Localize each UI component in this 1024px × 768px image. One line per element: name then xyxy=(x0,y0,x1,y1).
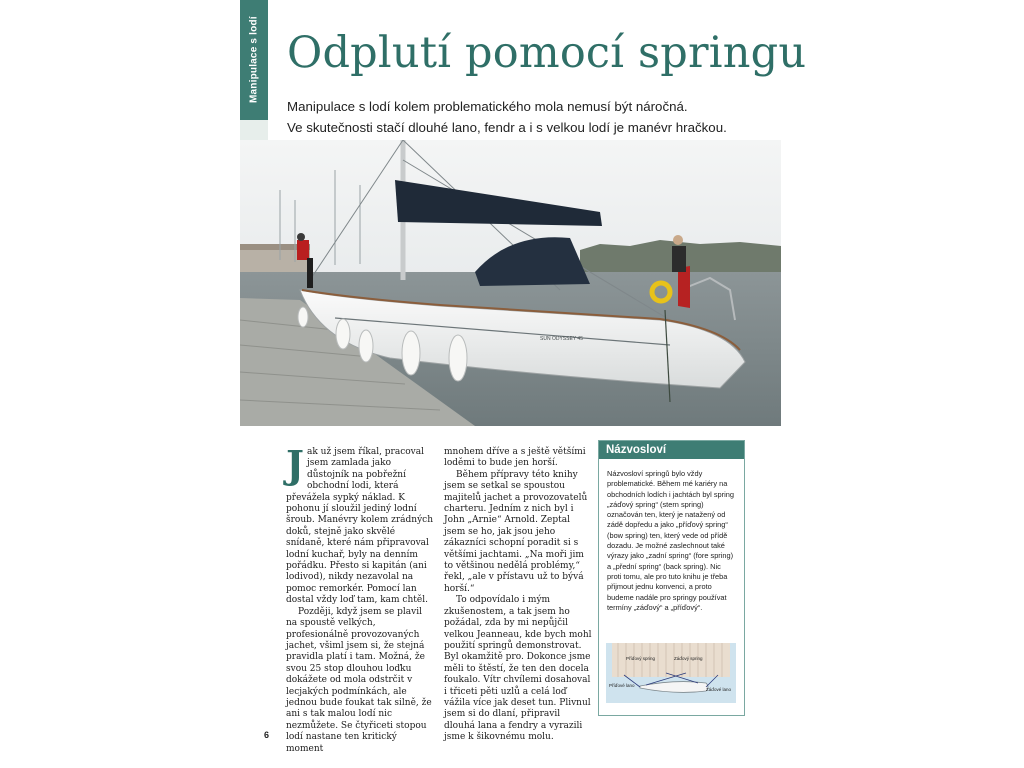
stern-line-label: Záďové lano xyxy=(706,687,732,692)
crew-on-stern xyxy=(672,246,686,272)
paragraph: To odpovídalo i mým zkušenostem, a tak jsem ho požádal, zda by mi nepůjčil velkou Jeanneau, kde bych mohl použití springů demonstrovat. Byl okamžitě pro. Dokonce jsme měli to štěstí, že ten den docela foukalo. Vítr chvílemi dosahoval i třiceti pěti uzlů a celá loď vážila více jak deset tun. Plivnul jsem si do dlaní, připravil dlouhá lana a fendry a vyrazili jsme k šikovnému molu. xyxy=(444,595,592,743)
fender xyxy=(449,335,467,381)
fender xyxy=(298,307,308,327)
ensign-flag xyxy=(678,266,690,308)
fender xyxy=(359,330,373,362)
bow-spring-label: Příďový spring xyxy=(626,656,656,661)
subtitle-line-1: Manipulace s lodí kolem problematického mola nemusí být náročná. xyxy=(287,99,688,114)
body-column-1 xyxy=(286,442,434,755)
fender xyxy=(336,319,350,349)
dropcap: J xyxy=(286,442,304,487)
paragraph: mnohem dříve a s ještě většími loděmi to bude jen horší. xyxy=(444,447,586,469)
section-tab-label: Manipulace s lodí xyxy=(248,16,260,104)
terminology-heading: Názvosloví xyxy=(599,441,744,459)
boat-name: SUN ODYSSEY 45 xyxy=(540,336,583,342)
terminology-box xyxy=(598,440,745,716)
yacht-photo xyxy=(240,140,781,426)
subtitle-line-2: Ve skutečnosti stačí dlouhé lano, fendr a i s velkou lodí je manévr hračkou. xyxy=(287,120,727,135)
paragraph: Později, když jsem se plavil na spoustě velkých, profesionálně provozovaných jachet, všiml jsem si, že stejná pravidla platí i tam. Možná, že svou 25 stop dlouhou loďku dokážete od mola odstrčit v lecjakých podmínkách, ale jednou bude foukat tak silně, že ani s tak malou lodí nic nezmůžete. Se čtyřiceti stopou lodí nastane ten kritický moment xyxy=(286,606,432,754)
crew-on-pontoon xyxy=(297,240,309,260)
paragraph: ak už jsem říkal, pracoval jsem zamlada jako důstojník na pobřežní obchodní lodi, která převážela sypký náklad. K pohonu jí sloužil jediný lodní šroub. Manévry kolem zrádných doků, stejně jako skvělé snídaně, které nám připravoval lodní kuchař, byly na denním pořádku. Přesto si kapitán (ani lodivod), nikdy nezavolal na pomoc remorkér. Pomocí lan dostal vždy loď tam, kam chtěl. xyxy=(286,447,434,606)
page-title: Odplutí pomocí springu xyxy=(287,28,807,78)
terminology-text: Názvosloví springů bylo vždy problematické. Během mé kariéry na obchodních lodích i jachtách byl spring „záďový spring“ (stern spring) označován ten, který je natažený od zádě dopředu a jako „příďový spring“ (bow spring) ten, který vede od přídě dozadu. Je možné zaslechnout také výrazy jako „zadní spring“ (fore spring) a „přední spring“ (back spring). Nic proti tomu, ale pro tuto knihu je třeba přijmout jednu konvenci, a proto budeme nadále pro springy používat termíny „záďový“ a „příďový“. xyxy=(607,469,734,612)
page-number: 6 xyxy=(264,730,270,740)
fender xyxy=(402,331,420,375)
stern-spring-label: Záďový spring xyxy=(674,656,703,661)
body-column-2 xyxy=(444,447,592,744)
paragraph: Během přípravy této knihy jsem se setkal se spoustou majitelů jachet a provozovatelů charteru. Jedním z nich byl i John „Arnie“ Arnold. Zeptal jsem se ho, jak jsou jeho zákazníci schopní poradit si s většími jachtami. „Na moři jim to většinou nedělá problémy,“ řekl, „ale v přístavu už to bývá horší.“ xyxy=(444,469,588,594)
subtitle xyxy=(287,96,757,138)
spring-diagram xyxy=(606,643,736,703)
section-tab xyxy=(240,0,268,120)
bow-line-label: Příďové lano xyxy=(609,683,635,688)
